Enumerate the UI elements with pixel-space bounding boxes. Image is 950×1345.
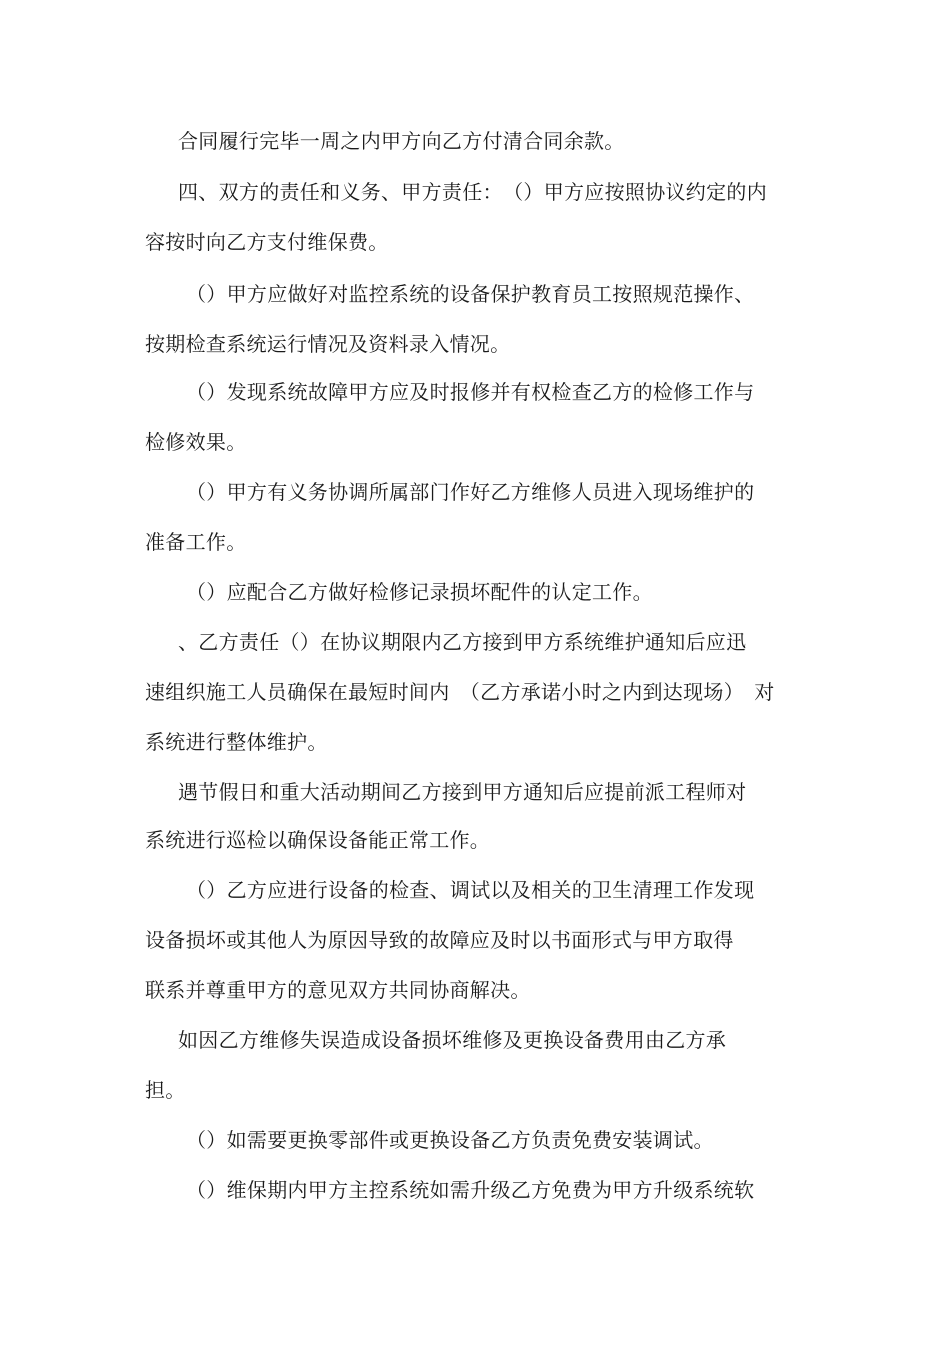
text-line: 系统进行巡检以确保设备能正常工作。 — [145, 828, 491, 852]
text-line: 速组织施工人员确保在最短时间内 （乙方承诺小时之内到达现场） 对 — [145, 680, 775, 704]
text-line: （）甲方应做好对监控系统的设备保护教育员工按照规范操作、 — [186, 282, 755, 306]
text-line: 如因乙方维修失误造成设备损坏维修及更换设备费用由乙方承 — [178, 1028, 727, 1052]
text-line: 担。 — [145, 1078, 186, 1102]
text-line: 四、双方的责任和义务、甲方责任： （）甲方应按照协议约定的内 — [178, 180, 767, 204]
text-line: （）乙方应进行设备的检查、调试以及相关的卫生清理工作发现 — [186, 878, 755, 902]
text-line: 设备损坏或其他人为原因导致的故障应及时以书面形式与甲方取得 — [145, 928, 734, 952]
text-line: （）如需要更换零部件或更换设备乙方负责免费安装调试。 — [186, 1128, 714, 1152]
text-line: 检修效果。 — [145, 430, 247, 454]
text-line: 联系并尊重甲方的意见双方共同协商解决。 — [145, 978, 531, 1002]
text-line: （）甲方有义务协调所属部门作好乙方维修人员进入现场维护的 — [186, 480, 755, 504]
text-line: 、乙方责任（）在协议期限内乙方接到甲方系统维护通知后应迅 — [178, 630, 747, 654]
text-line: 容按时向乙方支付维保费。 — [145, 230, 389, 254]
text-line: 遇节假日和重大活动期间乙方接到甲方通知后应提前派工程师对 — [178, 780, 747, 804]
text-line: 准备工作。 — [145, 530, 247, 554]
text-line: （）维保期内甲方主控系统如需升级乙方免费为甲方升级系统软 — [186, 1178, 755, 1202]
text-line: 按期检查系统运行情况及资料录入情况。 — [145, 332, 511, 356]
text-line: 系统进行整体维护。 — [145, 730, 328, 754]
text-line: 合同履行完毕一周之内甲方向乙方付清合同余款。 — [178, 129, 625, 153]
text-line: （）发现系统故障甲方应及时报修并有权检查乙方的检修工作与 — [186, 380, 755, 404]
text-line: （）应配合乙方做好检修记录损坏配件的认定工作。 — [186, 580, 653, 604]
